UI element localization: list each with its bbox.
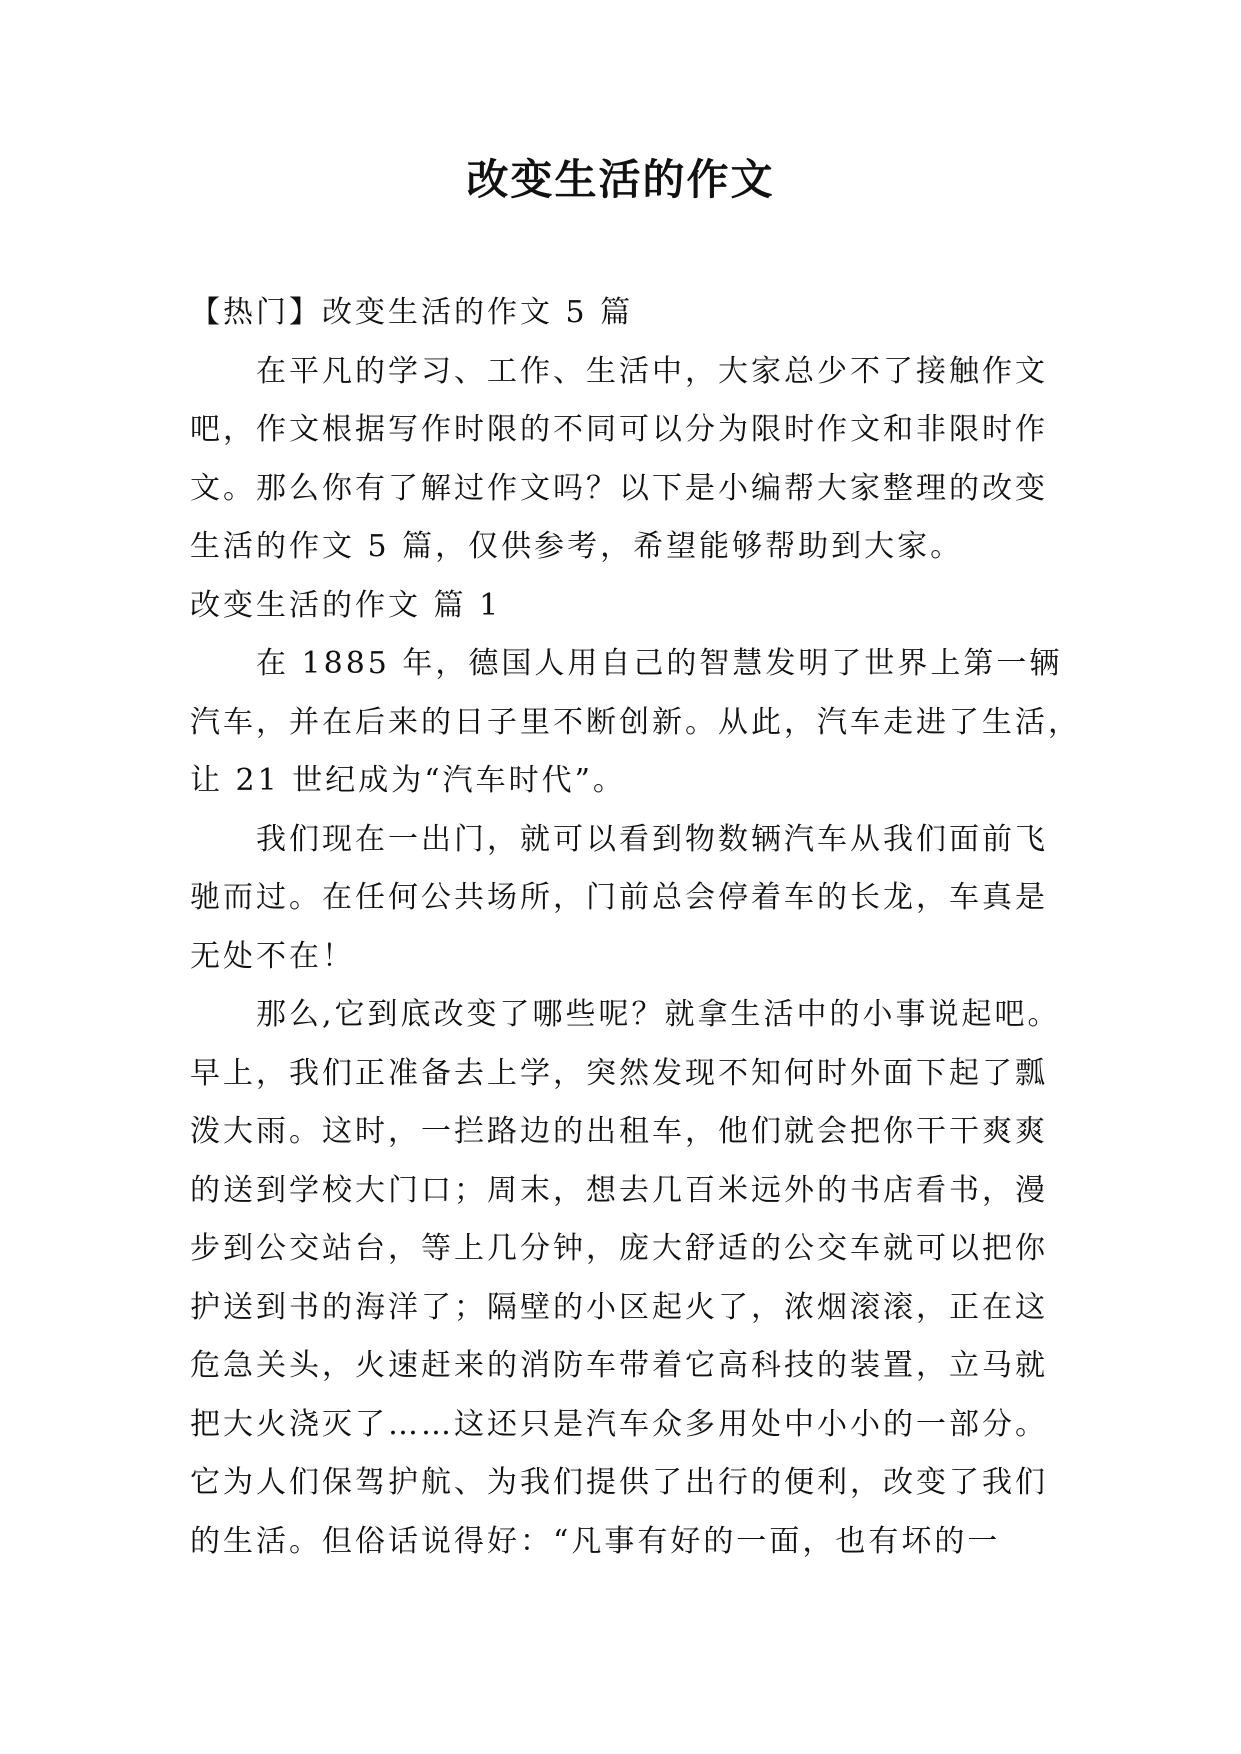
subtitle-line: 【热门】改变生活的作文 5 篇 (190, 295, 634, 330)
paragraph-line: 那么,它到底改变了哪些呢？就拿生活中的小事说起吧。 (256, 997, 1061, 1032)
paragraph-line: 生活的作文 5 篇，仅供参考，希望能够帮助到大家。 (190, 529, 964, 564)
paragraph-line: 的生活。但俗话说得好：“凡事有好的一面，也有坏的一 (190, 1523, 1001, 1559)
paragraph-line: 的送到学校大门口；周末，想去几百米远外的书店看书，漫 (190, 1172, 1048, 1208)
paragraph-line: 我们现在一出门，就可以看到物数辆汽车从我们面前飞 (256, 821, 1048, 857)
paragraph-line: 护送到书的海洋了；隔壁的小区起火了，浓烟滚滚，正在这 (190, 1289, 1048, 1325)
paragraph-line: 汽车，并在后来的日子里不断创新。从此，汽车走进了生活， (190, 704, 1081, 740)
paragraph-line: 文。那么你有了解过作文吗？以下是小编帮大家整理的改变 (190, 470, 1048, 506)
paragraph-line: 步到公交站台，等上几分钟，庞大舒适的公交车就可以把你 (190, 1231, 1048, 1266)
paragraph-line: 无处不在！ (190, 938, 355, 974)
section-heading: 改变生活的作文 篇 1 (190, 587, 502, 623)
paragraph-line: 把大火浇灭了……这还只是汽车众多用处中小小的一部分。 (190, 1406, 1048, 1442)
paragraph-line: 泼大雨。这时，一拦路边的出租车，他们就会把你干干爽爽 (190, 1114, 1048, 1149)
paragraph-line: 危急关头，火速赶来的消防车带着它高科技的装置，立马就 (190, 1348, 1048, 1383)
paragraph-line: 在平凡的学习、工作、生活中，大家总少不了接触作文 (256, 353, 1048, 389)
document-body (190, 284, 1081, 1571)
paragraph-line: 它为人们保驾护航、为我们提供了出行的便利，改变了我们 (190, 1465, 1048, 1500)
document-title: 改变生活的作文 (466, 155, 775, 204)
paragraph-line: 早上，我们正准备去上学，突然发现不知何时外面下起了瓢 (190, 1055, 1048, 1091)
paragraph-line: 让 21 世纪成为“汽车时代”。 (190, 763, 626, 798)
paragraph-line: 在 1885 年，德国人用自己的智慧发明了世界上第一辆 (256, 646, 1063, 681)
paragraph-line: 驰而过。在任何公共场所，门前总会停着车的长龙，车真是 (190, 880, 1048, 915)
paragraph-line: 吧，作文根据写作时限的不同可以分为限时作文和非限时作 (190, 412, 1048, 447)
